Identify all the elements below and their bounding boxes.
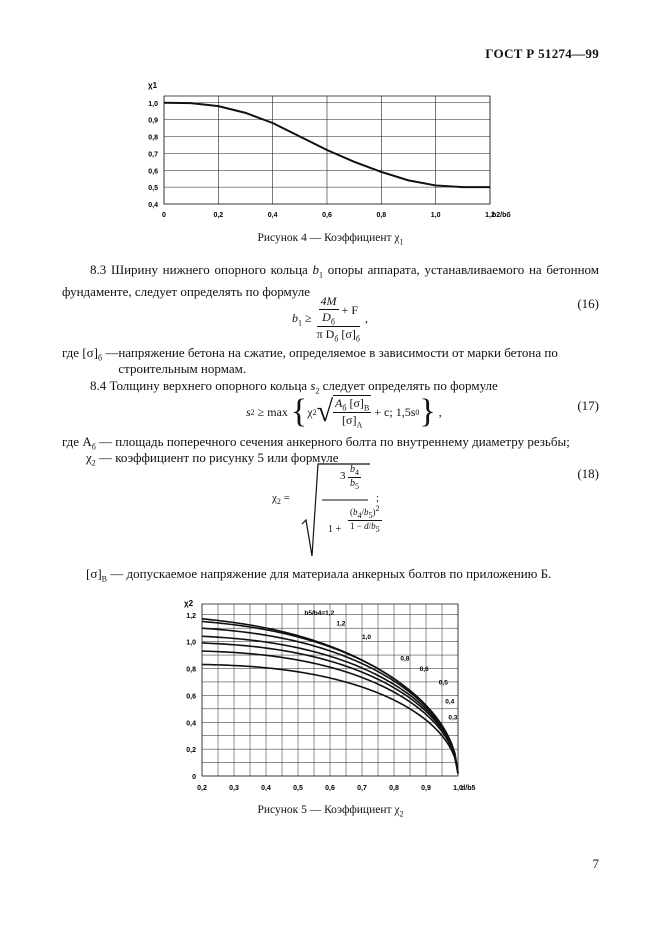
y-axis-label: χ1 [148, 81, 158, 90]
figure5-chart [168, 592, 486, 798]
curve-label: 0,3 [448, 714, 458, 722]
page-number: 7 [592, 856, 599, 871]
x-tick-label: 1,0 [453, 785, 463, 792]
equation-16-number: (16) [577, 296, 599, 311]
figure4-chart [130, 76, 530, 222]
x-tick-label: 0,6 [322, 212, 332, 219]
standard-header: ГОСТ Р 51274—99 [485, 46, 599, 61]
y-tick-label: 0,8 [148, 134, 158, 142]
x-tick-label: 0,8 [389, 785, 399, 792]
y-tick-label: 0,4 [186, 720, 196, 728]
x-axis-label: d/b5 [461, 785, 476, 792]
y-tick-label: 0,7 [148, 151, 158, 159]
x-tick-label: 1,0 [430, 212, 441, 219]
x-tick-label: 0 [162, 212, 166, 219]
paragraph-8-3: 8.3 Ширину нижнего опорного кольца $b_1$ опоры аппарата, устанавливаемого на бетонном фундаменте, следует определять по формуле [62, 262, 600, 299]
equation-17-number: (17) [577, 398, 599, 413]
y-tick-label: 0 [192, 774, 196, 781]
curve-label: 1,0 [362, 633, 372, 641]
y-axis-label: χ2 [184, 599, 194, 608]
definition-sigma-b: где $[\sigma]_б$ — напряжение бетона на сжатие, определяемое в зависимости от марки бетона по строительным нормам. [62, 345, 558, 376]
x-axis-label: b2/bб [492, 212, 511, 219]
paragraph-8-4: 8.4 Толщину верхнего опорного кольца $s_2$ следует определять по формуле [90, 378, 498, 396]
y-tick-label: 0,6 [148, 168, 158, 176]
x-tick-label: 0,2 [213, 212, 224, 219]
curve-label: 1,2 [336, 620, 346, 628]
y-tick-label: 0,2 [186, 747, 196, 755]
equation-18-number: (18) [577, 466, 599, 481]
x-tick-label: 0,7 [357, 785, 367, 792]
x-tick-label: 0,8 [376, 212, 387, 219]
y-tick-label: 0,8 [186, 666, 196, 674]
definition-anchor-area: где $A_б$ — площадь поперечного сечения анкерного болта по внутреннему диаметру резьбы; [62, 434, 570, 452]
x-tick-label: 0,9 [421, 785, 431, 792]
x-tick-label: 0,4 [267, 212, 278, 219]
equation-18: $\chi_2$ = 3 $\frac{b_4}{b_5}$ 1 + $\frac{(b_4/b_5)^2}{1 - d/b_5}$ ; [272, 462, 402, 558]
figure5-caption: Рисунок 5 — Коэффициент $\chi_2$ [257, 804, 404, 819]
curve-label: 0,4 [445, 698, 455, 706]
y-tick-label: 0,5 [148, 185, 158, 193]
x-tick-label: 0,2 [197, 785, 207, 792]
definition-sigma-B: $[\sigma]_B$ — допускаемое напряжение для материала анкерных болтов по приложению Б. [86, 566, 552, 584]
x-tick-label: 0,4 [261, 785, 271, 792]
curve-label: b5/b4=1,2 [304, 609, 335, 617]
x-tick-label: 1,2 [485, 212, 495, 219]
y-tick-label: 1,2 [186, 612, 196, 620]
y-tick-label: 0,6 [186, 693, 196, 701]
y-tick-label: 1,0 [186, 639, 196, 647]
definition-chi2: $\chi_2$ — коэффициент по рисунку 5 или формуле [86, 450, 339, 468]
y-tick-label: 0,4 [148, 202, 158, 209]
y-tick-label: 1,0 [148, 100, 158, 108]
y-tick-label: 0,9 [148, 117, 158, 125]
curve-label: 0,8 [400, 655, 410, 663]
x-tick-label: 0,5 [293, 785, 303, 792]
equation-16: $b_1$ ≥ $\frac{4M}{D_б}$ + F π $D_б$ $[\sigma]_б$ , [292, 294, 368, 344]
x-tick-label: 0,6 [325, 785, 335, 792]
x-tick-label: 0,3 [229, 785, 239, 792]
figure4-caption: Рисунок 4 — Коэффициент $\chi_1$ [257, 232, 404, 247]
equation-17: s 2 ≥ max { χ 2 √ $\frac{A_б [\sigma]_B}{[\sigma]_A}$ + c; 1,5s 0 } , [246, 393, 442, 430]
curve-label: 0,5 [438, 679, 448, 687]
curve-label: 0,6 [419, 666, 429, 674]
